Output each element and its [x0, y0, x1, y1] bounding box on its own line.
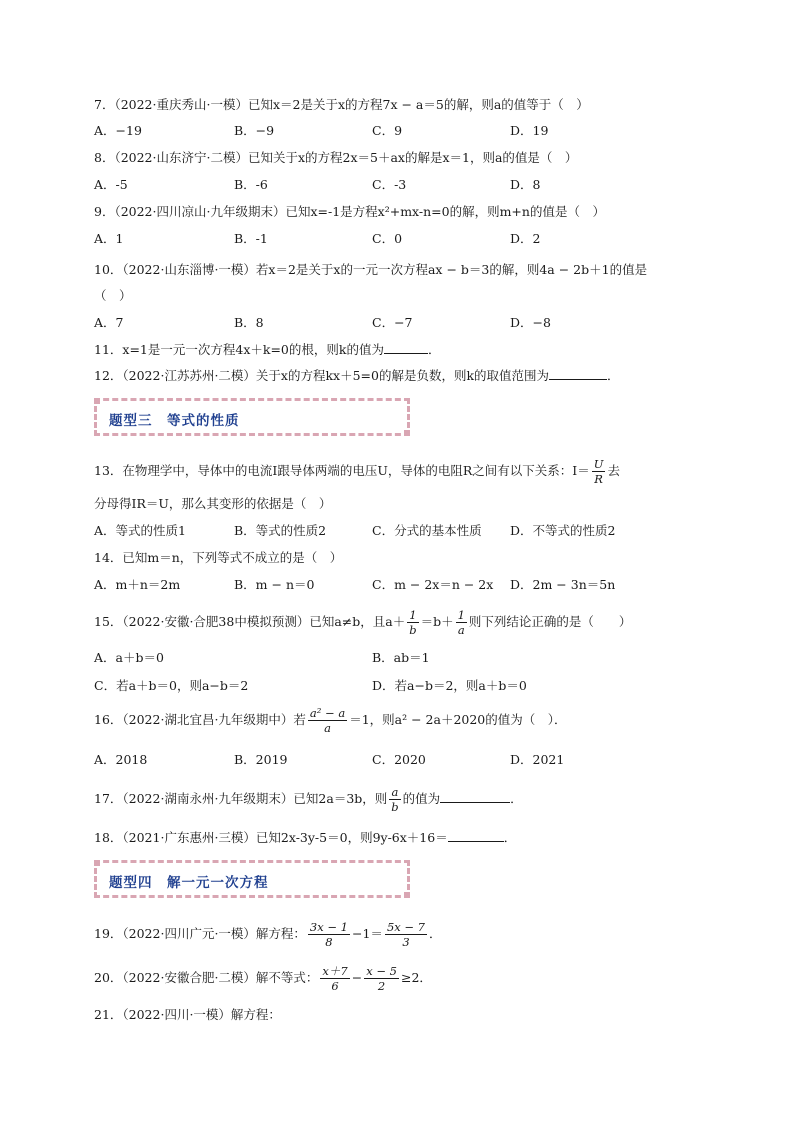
fraction-numerator: x＋7 [322, 964, 348, 978]
fraction-numerator: 1 [457, 608, 465, 622]
question-10-option-a: A．7 [94, 315, 124, 330]
question-14-option-d: D．2m − 3n＝5n [510, 577, 616, 592]
question-13-stem [94, 456, 620, 486]
question-9-option-c: C．0 [372, 231, 403, 246]
fraction-denominator: R [594, 472, 603, 486]
fraction-numerator: 5x − 7 [386, 920, 426, 934]
question-18 [94, 828, 516, 847]
question-7-option-c: C．9 [372, 123, 403, 138]
question-9-stem: 9．（2022·四川凉山·九年级期末）已知x=-1是方程x²+mx-n=0的解，则m+n的值是（ ） [94, 204, 605, 219]
question-14-option-b: B．m − n＝0 [234, 577, 315, 592]
question-9-option-d: D．2 [510, 231, 541, 246]
question-7-stem: 7．（2022·重庆秀山·一模）已知x＝2是关于x的方程7x − a＝5的解，则a的值等于（ ） [94, 97, 589, 112]
question-16-stem-part-b: ＝1，则a² − 2a＋2020的值为（ ）． [349, 712, 567, 727]
question-19-stem-part-c: ． [429, 926, 442, 941]
fraction-numerator: a² − a [309, 706, 346, 720]
question-8-stem: 8．（2022·山东济宁·二模）已知关于x的方程2x＝5＋ax的解是x＝1，则a的值是（ ） [94, 150, 578, 165]
fraction-1-over-b [407, 608, 418, 637]
question-15-option-c: C．若a＋b＝0，则a−b＝2 [94, 678, 249, 693]
question-12 [94, 366, 620, 385]
question-7-option-a: A．−19 [94, 123, 142, 138]
question-8-option-b: B．-6 [234, 177, 268, 192]
fraction-x-minus-5-over-2 [364, 964, 399, 993]
question-20-stem-part-a: 20．（2022·安徽合肥·二模）解不等式： [94, 970, 319, 985]
answer-blank [440, 789, 510, 803]
question-8-option-d: D．8 [510, 177, 541, 192]
question-10-stem-continued: （ ） [94, 288, 132, 303]
question-12-stem: 12．（2022·江苏苏州·二模）关于x的方程kx＋5=0的解是负数，则k的取值范围为 [94, 368, 550, 383]
question-19-stem-part-b: −1＝ [352, 926, 383, 941]
question-8-option-c: C．-3 [372, 177, 407, 192]
fraction-denominator: b [409, 623, 417, 637]
section-header-3 [94, 398, 410, 436]
question-16-option-c: C．2020 [372, 752, 426, 767]
question-18-stem: 18．（2021·广东惠州·三模）已知2x-3y-5＝0，则9y-6x＋16＝ [94, 830, 448, 845]
question-14-stem: 14．已知m＝n，下列等式不成立的是（ ） [94, 550, 343, 565]
question-13-stem-continued: 分母得IR＝U，那么其变形的依据是（ ） [94, 496, 332, 511]
section-title-3: 题型三 等式的性质 [109, 413, 240, 429]
fraction-1-over-a [456, 608, 467, 637]
fraction-numerator: 1 [407, 608, 418, 623]
question-9-option-b: B．-1 [234, 231, 268, 246]
question-14-option-c: C．m − 2x＝n − 2x [372, 577, 494, 592]
fraction-a-over-b [389, 785, 400, 814]
fraction-numerator: U [593, 457, 604, 471]
question-21-stem: 21．（2022·四川·一模）解方程： [94, 1007, 281, 1022]
question-15-stem [94, 607, 631, 637]
question-19-stem [94, 918, 442, 950]
fraction-numerator: a [389, 785, 400, 800]
section-title-4: 题型四 解一元一次方程 [109, 875, 269, 891]
question-13-option-c: C．分式的基本性质 [372, 523, 482, 538]
section-header-4 [94, 860, 410, 898]
question-18-end: ． [503, 830, 517, 845]
question-15-stem-part-a: 15．（2022·安徽·合肥38中模拟预测）已知a≠b，且a＋ [94, 614, 406, 629]
question-7-option-d: D．19 [510, 123, 549, 138]
question-10-option-c: C．−7 [372, 315, 413, 330]
question-20-stem-part-b: − [351, 970, 363, 985]
question-17-stem [94, 784, 523, 814]
fraction-denominator: 2 [377, 979, 386, 993]
question-16-option-d: D．2021 [510, 752, 565, 767]
question-12-end: ． [607, 368, 620, 383]
question-19-stem-part-a: 19．（2022·四川广元·一模）解方程： [94, 926, 306, 941]
question-17-end: ． [510, 791, 523, 806]
question-13-option-a: A．等式的性质1 [94, 523, 186, 538]
fraction-denominator: 3 [402, 935, 410, 949]
question-16-stem [94, 705, 567, 735]
fraction-denominator: b [391, 800, 399, 814]
fraction-numerator: x − 5 [366, 964, 397, 978]
question-10-stem: 10．（2022·山东淄博·一模）若x＝2是关于x的一元一次方程ax − b＝3的解，则4a − 2b＋1的值是 [94, 262, 648, 277]
question-15-option-b: B．ab＝1 [372, 650, 430, 665]
fraction-x-plus-7-over-6 [320, 964, 349, 993]
question-8-option-a: A．-5 [94, 177, 128, 192]
fraction-denominator: a [457, 623, 465, 637]
question-10-option-b: B．8 [234, 315, 264, 330]
fraction-3x-minus-1-over-8 [308, 920, 350, 949]
question-14-option-a: A．m＋n＝2m [94, 577, 181, 592]
fraction-denominator: 8 [325, 935, 333, 949]
question-13-stem-part-a: 13．在物理学中，导体中的电流I跟导体两端的电压U，导体的电阻R之间有以下关系：I＝ [94, 463, 590, 478]
question-9-option-a: A．1 [94, 231, 124, 246]
question-17-stem-part-a: 17．（2022·湖南永州·九年级期末）已知2a＝3b，则 [94, 791, 388, 806]
section-corner-mark [94, 860, 100, 866]
question-20-stem-part-c: ≥2． [400, 970, 432, 985]
question-11-end: ． [427, 342, 441, 357]
question-13-option-b: B．等式的性质2 [234, 523, 327, 538]
question-16-stem-part-a: 16．（2022·湖北宜昌·九年级期中）若 [94, 712, 306, 727]
question-11-stem: 11．x=1是一元一次方程4x＋k=0的根，则k的值为 [94, 342, 384, 357]
answer-blank [448, 828, 504, 842]
question-13-option-d: D．不等式的性质2 [510, 523, 616, 538]
fraction-denominator: a [324, 721, 331, 735]
question-15-stem-part-b: ＝b＋ [420, 614, 454, 629]
fraction-denominator: 6 [331, 979, 339, 993]
question-15-stem-part-c: 则下列结论正确的是（ ） [468, 614, 632, 629]
section-corner-mark [94, 398, 100, 404]
question-17-stem-part-b: 的值为 [402, 791, 441, 806]
answer-blank [384, 340, 428, 354]
fraction-numerator: 3x − 1 [309, 920, 348, 934]
fraction-a2-minus-a-over-a [308, 706, 347, 735]
fraction-5x-minus-7-over-3 [385, 920, 427, 949]
question-15-option-a: A．a＋b＝0 [94, 650, 164, 665]
question-11 [94, 340, 440, 359]
question-7-option-b: B．−9 [234, 123, 275, 138]
question-15-option-d: D．若a−b＝2，则a＋b＝0 [372, 678, 527, 693]
question-16-option-b: B．2019 [234, 752, 288, 767]
question-10-option-d: D．−8 [510, 315, 551, 330]
section-corner-mark [404, 430, 410, 436]
question-13-stem-part-b: 去 [607, 463, 620, 478]
question-16-option-a: A．2018 [94, 752, 148, 767]
fraction-u-over-r [592, 457, 606, 486]
question-20-stem [94, 962, 432, 994]
section-corner-mark [404, 892, 410, 898]
answer-blank [549, 366, 607, 380]
